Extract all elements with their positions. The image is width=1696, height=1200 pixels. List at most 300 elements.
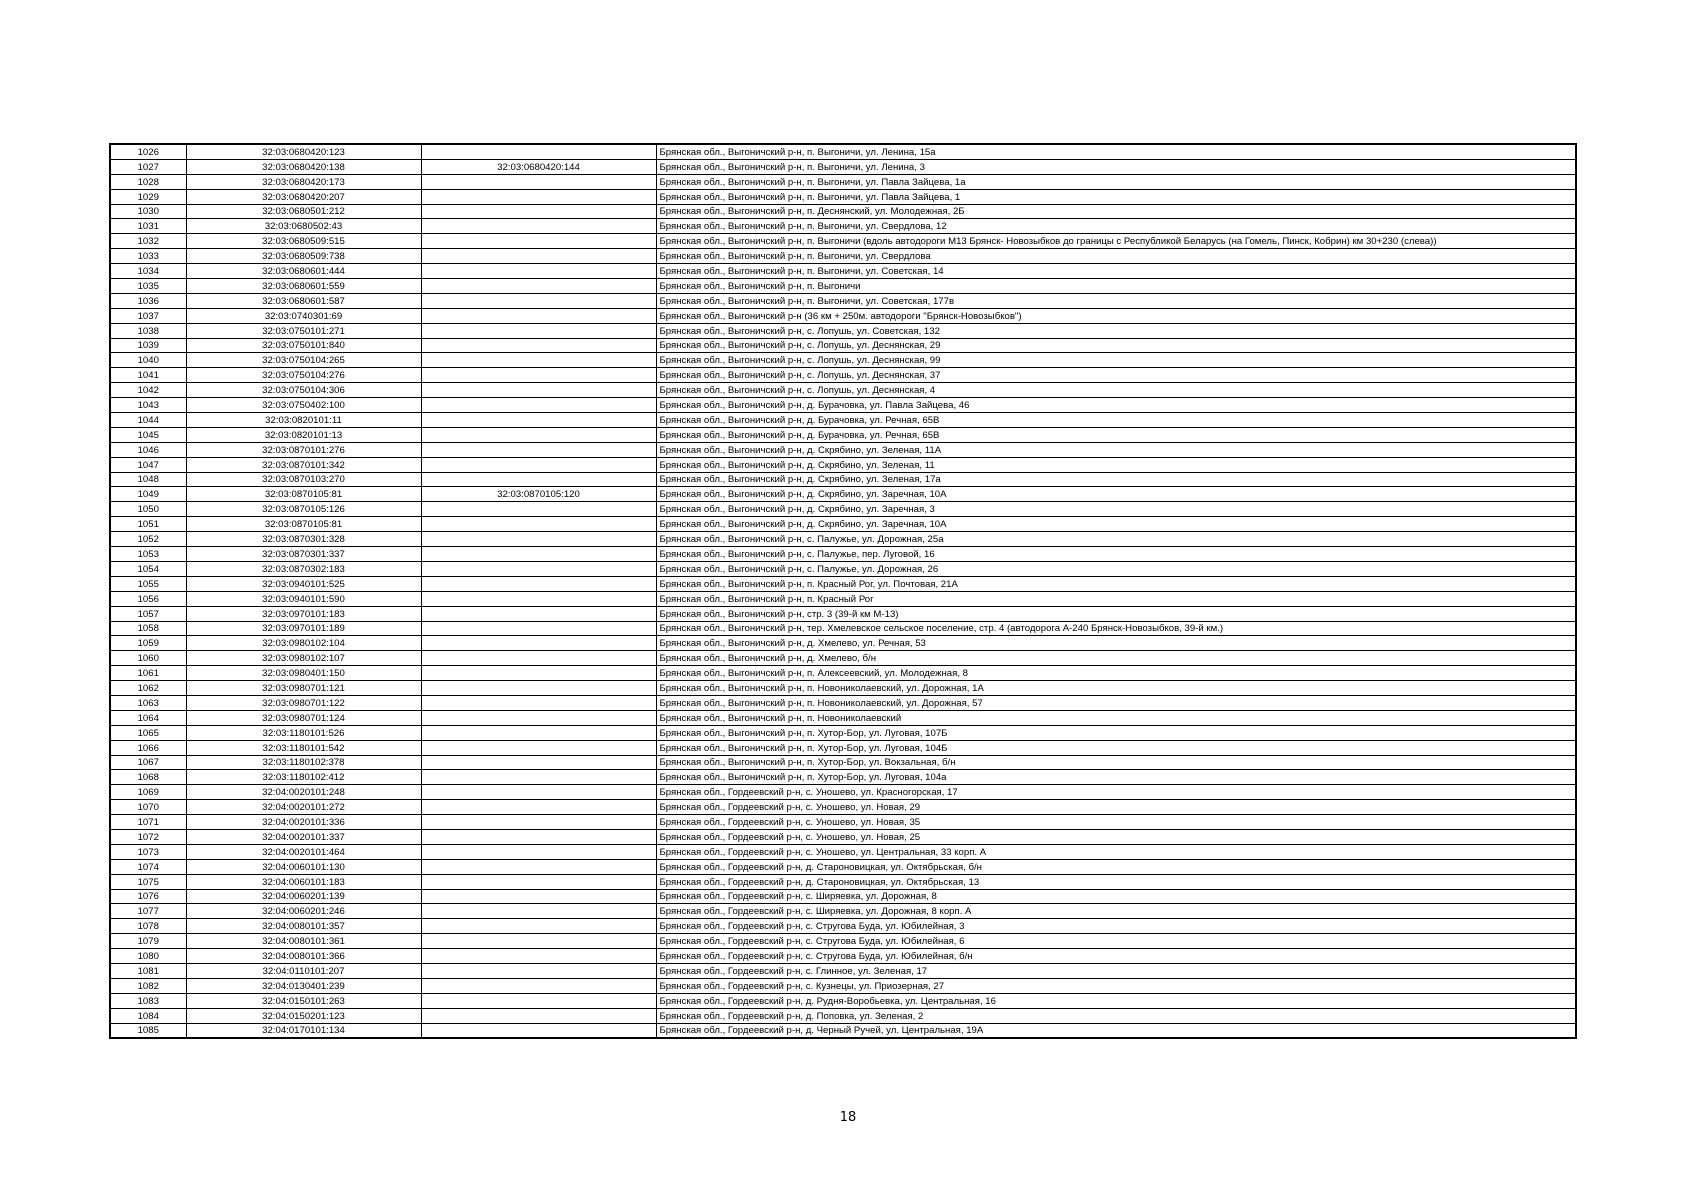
related-cadastral-number-cell <box>421 815 656 830</box>
table-row <box>110 889 1576 904</box>
table-row <box>110 338 1576 353</box>
related-cadastral-number-cell <box>421 606 656 621</box>
address-cell: Брянская обл., Выгоничский р-н, д. Бурачовка, ул. Павла Зайцева, 46 <box>656 398 1576 413</box>
related-cadastral-number-cell <box>421 249 656 264</box>
cadastral-number-cell: 32:03:0680420:138 <box>186 159 421 174</box>
cadastral-number-cell: 32:03:0740301:69 <box>186 308 421 323</box>
related-cadastral-number-cell <box>421 681 656 696</box>
table-row <box>110 457 1576 472</box>
registry-table <box>109 143 1577 1039</box>
related-cadastral-number-cell <box>421 189 656 204</box>
related-cadastral-number-cell <box>421 353 656 368</box>
related-cadastral-number-cell <box>421 204 656 219</box>
table-row <box>110 621 1576 636</box>
address-cell: Брянская обл., Выгоничский р-н, п. Деснянский, ул. Молодежная, 2Б <box>656 204 1576 219</box>
cadastral-number-cell: 32:03:0680601:444 <box>186 264 421 279</box>
table-row <box>110 323 1576 338</box>
related-cadastral-number-cell <box>421 666 656 681</box>
row-number-cell: 1058 <box>110 621 186 636</box>
address-cell: Брянская обл., Выгоничский р-н, п. Выгоничи, ул. Ленина, 3 <box>656 159 1576 174</box>
table-row <box>110 368 1576 383</box>
row-number-cell: 1081 <box>110 963 186 978</box>
table-row <box>110 219 1576 234</box>
table-row <box>110 308 1576 323</box>
address-cell: Брянская обл., Гордеевский р-н, д. Староновицкая, ул. Октябрьская, 13 <box>656 874 1576 889</box>
related-cadastral-number-cell <box>421 785 656 800</box>
cadastral-number-cell: 32:03:0680501:212 <box>186 204 421 219</box>
row-number-cell: 1073 <box>110 844 186 859</box>
cadastral-number-cell: 32:03:0750104:306 <box>186 383 421 398</box>
address-cell: Брянская обл., Гордеевский р-н, с. Уношево, ул. Красногорская, 17 <box>656 785 1576 800</box>
related-cadastral-number-cell <box>421 576 656 591</box>
row-number-cell: 1076 <box>110 889 186 904</box>
table-row <box>110 740 1576 755</box>
table-row <box>110 770 1576 785</box>
related-cadastral-number-cell <box>421 532 656 547</box>
row-number-cell: 1026 <box>110 144 186 159</box>
table-row <box>110 829 1576 844</box>
table-row <box>110 800 1576 815</box>
cadastral-number-cell: 32:03:0940101:525 <box>186 576 421 591</box>
table-row <box>110 532 1576 547</box>
table-row <box>110 279 1576 294</box>
row-number-cell: 1079 <box>110 934 186 949</box>
cadastral-number-cell: 32:04:0020101:336 <box>186 815 421 830</box>
row-number-cell: 1042 <box>110 383 186 398</box>
cadastral-number-cell: 32:03:0870301:328 <box>186 532 421 547</box>
cadastral-number-cell: 32:04:0150201:123 <box>186 1008 421 1023</box>
table-row <box>110 189 1576 204</box>
row-number-cell: 1061 <box>110 666 186 681</box>
related-cadastral-number-cell <box>421 829 656 844</box>
row-number-cell: 1077 <box>110 904 186 919</box>
address-cell: Брянская обл., Выгоничский р-н, п. Хутор-Бор, ул. Луговая, 107Б <box>656 725 1576 740</box>
address-cell: Брянская обл., Выгоничский р-н, стр. 3 (39-й км М-13) <box>656 606 1576 621</box>
related-cadastral-number-cell: 32:03:0680420:144 <box>421 159 656 174</box>
table-row <box>110 606 1576 621</box>
related-cadastral-number-cell <box>421 919 656 934</box>
cadastral-number-cell: 32:04:0060201:139 <box>186 889 421 904</box>
cadastral-number-cell: 32:03:0750402:100 <box>186 398 421 413</box>
cadastral-number-cell: 32:03:0980701:121 <box>186 681 421 696</box>
table-row <box>110 934 1576 949</box>
related-cadastral-number-cell: 32:03:0870105:120 <box>421 487 656 502</box>
table-row <box>110 815 1576 830</box>
address-cell: Брянская обл., Выгоничский р-н, д. Скрябино, ул. Заречная, 10А <box>656 517 1576 532</box>
address-cell: Брянская обл., Гордеевский р-н, с. Стругова Буда, ул. Юбилейная, б/н <box>656 949 1576 964</box>
row-number-cell: 1070 <box>110 800 186 815</box>
table-row <box>110 517 1576 532</box>
related-cadastral-number-cell <box>421 651 656 666</box>
cadastral-number-cell: 32:03:0750101:271 <box>186 323 421 338</box>
cadastral-number-cell: 32:03:1180101:542 <box>186 740 421 755</box>
row-number-cell: 1060 <box>110 651 186 666</box>
row-number-cell: 1068 <box>110 770 186 785</box>
row-number-cell: 1075 <box>110 874 186 889</box>
cadastral-number-cell: 32:04:0150101:263 <box>186 993 421 1008</box>
table-row <box>110 681 1576 696</box>
table-row <box>110 383 1576 398</box>
table-row <box>110 978 1576 993</box>
row-number-cell: 1074 <box>110 859 186 874</box>
row-number-cell: 1063 <box>110 695 186 710</box>
cadastral-number-cell: 32:03:0870105:126 <box>186 502 421 517</box>
row-number-cell: 1037 <box>110 308 186 323</box>
row-number-cell: 1039 <box>110 338 186 353</box>
cadastral-number-cell: 32:03:0870101:276 <box>186 442 421 457</box>
address-cell: Брянская обл., Гордеевский р-н, д. Рудня-Воробьевка, ул. Центральная, 16 <box>656 993 1576 1008</box>
cadastral-number-cell: 32:03:0980701:124 <box>186 710 421 725</box>
address-cell: Брянская обл., Выгоничский р-н, с. Палужье, пер. Луговой, 16 <box>656 547 1576 562</box>
related-cadastral-number-cell <box>421 740 656 755</box>
table-row <box>110 353 1576 368</box>
address-cell: Брянская обл., Гордеевский р-н, с. Ширяевка, ул. Дорожная, 8 <box>656 889 1576 904</box>
table-row <box>110 710 1576 725</box>
row-number-cell: 1048 <box>110 472 186 487</box>
address-cell: Брянская обл., Выгоничский р-н, п. Выгоничи, ул. Павла Зайцева, 1а <box>656 174 1576 189</box>
row-number-cell: 1032 <box>110 234 186 249</box>
cadastral-number-cell: 32:04:0080101:361 <box>186 934 421 949</box>
address-cell: Брянская обл., Выгоничский р-н, д. Скрябино, ул. Зеленая, 11 <box>656 457 1576 472</box>
row-number-cell: 1051 <box>110 517 186 532</box>
table-row <box>110 1023 1576 1038</box>
cadastral-number-cell: 32:04:0020101:337 <box>186 829 421 844</box>
row-number-cell: 1031 <box>110 219 186 234</box>
cadastral-number-cell: 32:03:0750104:265 <box>186 353 421 368</box>
related-cadastral-number-cell <box>421 695 656 710</box>
table-row <box>110 144 1576 159</box>
address-cell: Брянская обл., Выгоничский р-н, с. Палужье, ул. Дорожная, 26 <box>656 561 1576 576</box>
table-row <box>110 695 1576 710</box>
row-number-cell: 1062 <box>110 681 186 696</box>
table-row <box>110 919 1576 934</box>
address-cell: Брянская обл., Выгоничский р-н, д. Скрябино, ул. Заречная, 10А <box>656 487 1576 502</box>
related-cadastral-number-cell <box>421 174 656 189</box>
row-number-cell: 1044 <box>110 413 186 428</box>
related-cadastral-number-cell <box>421 725 656 740</box>
cadastral-number-cell: 32:03:0680509:515 <box>186 234 421 249</box>
row-number-cell: 1046 <box>110 442 186 457</box>
cadastral-number-cell: 32:03:0870103:270 <box>186 472 421 487</box>
address-cell: Брянская обл., Выгоничский р-н, п. Выгоничи, ул. Свердлова, 12 <box>656 219 1576 234</box>
address-cell: Брянская обл., Выгоничский р-н, п. Хутор-Бор, ул. Луговая, 104Б <box>656 740 1576 755</box>
related-cadastral-number-cell <box>421 368 656 383</box>
table-row <box>110 293 1576 308</box>
row-number-cell: 1038 <box>110 323 186 338</box>
cadastral-number-cell: 32:03:0680601:559 <box>186 279 421 294</box>
table-row <box>110 844 1576 859</box>
address-cell: Брянская обл., Выгоничский р-н, тер. Хмелевское сельское поселение, стр. 4 (автодорога А-240 Брянск-Новозыбков, 39-й км.) <box>656 621 1576 636</box>
address-cell: Брянская обл., Выгоничский р-н, с. Лопушь, ул. Деснянская, 37 <box>656 368 1576 383</box>
related-cadastral-number-cell <box>421 889 656 904</box>
address-cell: Брянская обл., Выгоничский р-н, п. Выгоничи <box>656 279 1576 294</box>
table-row <box>110 651 1576 666</box>
cadastral-number-cell: 32:03:0820101:11 <box>186 413 421 428</box>
address-cell: Брянская обл., Выгоничский р-н, п. Новониколаевский <box>656 710 1576 725</box>
table-row <box>110 636 1576 651</box>
address-cell: Брянская обл., Выгоничский р-н, д. Скрябино, ул. Зеленая, 17а <box>656 472 1576 487</box>
address-cell: Брянская обл., Гордеевский р-н, с. Уношево, ул. Новая, 35 <box>656 815 1576 830</box>
table-row <box>110 502 1576 517</box>
address-cell: Брянская обл., Выгоничский р-н, д. Скрябино, ул. Зеленая, 11А <box>656 442 1576 457</box>
row-number-cell: 1059 <box>110 636 186 651</box>
cadastral-number-cell: 32:03:0870101:342 <box>186 457 421 472</box>
address-cell: Брянская обл., Выгоничский р-н, д. Хмелево, б/н <box>656 651 1576 666</box>
related-cadastral-number-cell <box>421 874 656 889</box>
cadastral-number-cell: 32:03:0870105:81 <box>186 517 421 532</box>
row-number-cell: 1064 <box>110 710 186 725</box>
address-cell: Брянская обл., Гордеевский р-н, с. Глинное, ул. Зеленая, 17 <box>656 963 1576 978</box>
address-cell: Брянская обл., Выгоничский р-н, с. Лопушь, ул. Деснянская, 29 <box>656 338 1576 353</box>
cadastral-number-cell: 32:03:0980401:150 <box>186 666 421 681</box>
related-cadastral-number-cell <box>421 1023 656 1038</box>
row-number-cell: 1055 <box>110 576 186 591</box>
row-number-cell: 1072 <box>110 829 186 844</box>
related-cadastral-number-cell <box>421 710 656 725</box>
row-number-cell: 1047 <box>110 457 186 472</box>
cadastral-number-cell: 32:03:0680420:123 <box>186 144 421 159</box>
address-cell: Брянская обл., Гордеевский р-н, с. Кузнецы, ул. Приозерная, 27 <box>656 978 1576 993</box>
related-cadastral-number-cell <box>421 427 656 442</box>
table-row <box>110 234 1576 249</box>
cadastral-number-cell: 32:03:0820101:13 <box>186 427 421 442</box>
address-cell: Брянская обл., Гордеевский р-н, с. Ширяевка, ул. Дорожная, 8 корп. А <box>656 904 1576 919</box>
address-cell: Брянская обл., Выгоничский р-н, п. Выгоничи, ул. Свердлова <box>656 249 1576 264</box>
table-row <box>110 547 1576 562</box>
related-cadastral-number-cell <box>421 591 656 606</box>
row-number-cell: 1036 <box>110 293 186 308</box>
related-cadastral-number-cell <box>421 502 656 517</box>
related-cadastral-number-cell <box>421 934 656 949</box>
address-cell: Брянская обл., Выгоничский р-н, д. Бурачовка, ул. Речная, 65В <box>656 413 1576 428</box>
related-cadastral-number-cell <box>421 234 656 249</box>
row-number-cell: 1078 <box>110 919 186 934</box>
row-number-cell: 1033 <box>110 249 186 264</box>
address-cell: Брянская обл., Выгоничский р-н, п. Выгоничи, ул. Советская, 14 <box>656 264 1576 279</box>
address-cell: Брянская обл., Выгоничский р-н, д. Бурачовка, ул. Речная, 65В <box>656 427 1576 442</box>
related-cadastral-number-cell <box>421 279 656 294</box>
address-cell: Брянская обл., Выгоничский р-н, п. Выгоничи, ул. Советская, 177в <box>656 293 1576 308</box>
address-cell: Брянская обл., Выгоничский р-н, д. Скрябино, ул. Заречная, 3 <box>656 502 1576 517</box>
address-cell: Брянская обл., Выгоничский р-н, п. Выгоничи (вдоль автодороги М13 Брянск- Новозыбков до границы с Республикой Беларусь (на Гомель, Пинск, Кобрин) км 30+230 (слева)) <box>656 234 1576 249</box>
row-number-cell: 1049 <box>110 487 186 502</box>
table-row <box>110 442 1576 457</box>
row-number-cell: 1052 <box>110 532 186 547</box>
cadastral-number-cell: 32:03:0680509:738 <box>186 249 421 264</box>
address-cell: Брянская обл., Выгоничский р-н, п. Выгоничи, ул. Ленина, 15а <box>656 144 1576 159</box>
row-number-cell: 1083 <box>110 993 186 1008</box>
related-cadastral-number-cell <box>421 472 656 487</box>
row-number-cell: 1066 <box>110 740 186 755</box>
row-number-cell: 1029 <box>110 189 186 204</box>
cadastral-number-cell: 32:03:0870301:337 <box>186 547 421 562</box>
related-cadastral-number-cell <box>421 844 656 859</box>
cadastral-number-cell: 32:04:0020101:272 <box>186 800 421 815</box>
cadastral-number-cell: 32:03:1180102:378 <box>186 755 421 770</box>
address-cell: Брянская обл., Выгоничский р-н, с. Лопушь, ул. Деснянская, 99 <box>656 353 1576 368</box>
table-row <box>110 963 1576 978</box>
address-cell: Брянская обл., Выгоничский р-н, п. Алексеевский, ул. Молодежная, 8 <box>656 666 1576 681</box>
related-cadastral-number-cell <box>421 621 656 636</box>
table-row <box>110 949 1576 964</box>
table-row <box>110 413 1576 428</box>
address-cell: Брянская обл., Гордеевский р-н, с. Уношево, ул. Центральная, 33 корп. А <box>656 844 1576 859</box>
related-cadastral-number-cell <box>421 413 656 428</box>
cadastral-number-cell: 32:03:0940101:590 <box>186 591 421 606</box>
cadastral-number-cell: 32:03:0980102:104 <box>186 636 421 651</box>
table-row <box>110 591 1576 606</box>
table-row <box>110 666 1576 681</box>
table-row <box>110 561 1576 576</box>
address-cell: Брянская обл., Выгоничский р-н, п. Красный Рог, ул. Почтовая, 21А <box>656 576 1576 591</box>
table-row <box>110 874 1576 889</box>
table-row <box>110 576 1576 591</box>
related-cadastral-number-cell <box>421 963 656 978</box>
table-row <box>110 1008 1576 1023</box>
row-number-cell: 1054 <box>110 561 186 576</box>
related-cadastral-number-cell <box>421 398 656 413</box>
row-number-cell: 1050 <box>110 502 186 517</box>
cadastral-number-cell: 32:04:0080101:357 <box>186 919 421 934</box>
address-cell: Брянская обл., Выгоничский р-н (36 км + 250м. автодороги "Брянск-Новозыбков") <box>656 308 1576 323</box>
cadastral-number-cell: 32:04:0130401:239 <box>186 978 421 993</box>
related-cadastral-number-cell <box>421 219 656 234</box>
address-cell: Брянская обл., Гордеевский р-н, с. Стругова Буда, ул. Юбилейная, 6 <box>656 934 1576 949</box>
cadastral-number-cell: 32:04:0020101:464 <box>186 844 421 859</box>
related-cadastral-number-cell <box>421 800 656 815</box>
table-row <box>110 472 1576 487</box>
related-cadastral-number-cell <box>421 561 656 576</box>
related-cadastral-number-cell <box>421 144 656 159</box>
table-row <box>110 859 1576 874</box>
address-cell: Брянская обл., Выгоничский р-н, п. Красный Рог <box>656 591 1576 606</box>
row-number-cell: 1053 <box>110 547 186 562</box>
address-cell: Брянская обл., Выгоничский р-н, с. Лопушь, ул. Деснянская, 4 <box>656 383 1576 398</box>
cadastral-number-cell: 32:03:0970101:183 <box>186 606 421 621</box>
cadastral-number-cell: 32:03:0870302:183 <box>186 561 421 576</box>
related-cadastral-number-cell <box>421 859 656 874</box>
cadastral-number-cell: 32:04:0080101:366 <box>186 949 421 964</box>
cadastral-number-cell: 32:03:0680420:173 <box>186 174 421 189</box>
table-row <box>110 204 1576 219</box>
row-number-cell: 1071 <box>110 815 186 830</box>
row-number-cell: 1034 <box>110 264 186 279</box>
related-cadastral-number-cell <box>421 770 656 785</box>
cadastral-number-cell: 32:03:0750101:840 <box>186 338 421 353</box>
cadastral-number-cell: 32:03:0980701:122 <box>186 695 421 710</box>
address-cell: Брянская обл., Выгоничский р-н, д. Хмелево, ул. Речная, 53 <box>656 636 1576 651</box>
cadastral-number-cell: 32:03:0680601:587 <box>186 293 421 308</box>
cadastral-number-cell: 32:04:0060101:130 <box>186 859 421 874</box>
related-cadastral-number-cell <box>421 457 656 472</box>
row-number-cell: 1067 <box>110 755 186 770</box>
address-cell: Брянская обл., Выгоничский р-н, п. Хутор-Бор, ул. Луговая, 104а <box>656 770 1576 785</box>
cadastral-number-cell: 32:04:0020101:248 <box>186 785 421 800</box>
related-cadastral-number-cell <box>421 383 656 398</box>
table-row <box>110 725 1576 740</box>
related-cadastral-number-cell <box>421 949 656 964</box>
row-number-cell: 1043 <box>110 398 186 413</box>
cadastral-number-cell: 32:03:1180101:526 <box>186 725 421 740</box>
address-cell: Брянская обл., Гордеевский р-н, с. Уношево, ул. Новая, 25 <box>656 829 1576 844</box>
cadastral-number-cell: 32:04:0060201:246 <box>186 904 421 919</box>
related-cadastral-number-cell <box>421 293 656 308</box>
cadastral-number-cell: 32:03:0970101:189 <box>186 621 421 636</box>
address-cell: Брянская обл., Гордеевский р-н, д. Черный Ручей, ул. Центральная, 19А <box>656 1023 1576 1038</box>
row-number-cell: 1065 <box>110 725 186 740</box>
related-cadastral-number-cell <box>421 636 656 651</box>
row-number-cell: 1084 <box>110 1008 186 1023</box>
related-cadastral-number-cell <box>421 978 656 993</box>
related-cadastral-number-cell <box>421 442 656 457</box>
table-row <box>110 785 1576 800</box>
table-row <box>110 264 1576 279</box>
related-cadastral-number-cell <box>421 1008 656 1023</box>
address-cell: Брянская обл., Гордеевский р-н, с. Уношево, ул. Новая, 29 <box>656 800 1576 815</box>
row-number-cell: 1040 <box>110 353 186 368</box>
cadastral-number-cell: 32:03:0750104:276 <box>186 368 421 383</box>
table-row <box>110 427 1576 442</box>
cadastral-number-cell: 32:04:0110101:207 <box>186 963 421 978</box>
related-cadastral-number-cell <box>421 755 656 770</box>
table-row <box>110 993 1576 1008</box>
cadastral-number-cell: 32:03:1180102:412 <box>186 770 421 785</box>
cadastral-number-cell: 32:03:0980102:107 <box>186 651 421 666</box>
address-cell: Брянская обл., Выгоничский р-н, п. Новониколаевский, ул. Дорожная, 1А <box>656 681 1576 696</box>
address-cell: Брянская обл., Выгоничский р-н, п. Выгоничи, ул. Павла Зайцева, 1 <box>656 189 1576 204</box>
address-cell: Брянская обл., Гордеевский р-н, д. Староновицкая, ул. Октябрьская, б/н <box>656 859 1576 874</box>
related-cadastral-number-cell <box>421 904 656 919</box>
row-number-cell: 1080 <box>110 949 186 964</box>
table-row <box>110 755 1576 770</box>
row-number-cell: 1035 <box>110 279 186 294</box>
address-cell: Брянская обл., Выгоничский р-н, с. Палужье, ул. Дорожная, 25а <box>656 532 1576 547</box>
related-cadastral-number-cell <box>421 547 656 562</box>
row-number-cell: 1027 <box>110 159 186 174</box>
row-number-cell: 1030 <box>110 204 186 219</box>
related-cadastral-number-cell <box>421 308 656 323</box>
related-cadastral-number-cell <box>421 517 656 532</box>
cadastral-number-cell: 32:03:0680420:207 <box>186 189 421 204</box>
related-cadastral-number-cell <box>421 993 656 1008</box>
address-cell: Брянская обл., Гордеевский р-н, д. Поповка, ул. Зеленая, 2 <box>656 1008 1576 1023</box>
row-number-cell: 1085 <box>110 1023 186 1038</box>
row-number-cell: 1069 <box>110 785 186 800</box>
table-row <box>110 159 1576 174</box>
cadastral-number-cell: 32:04:0170101:134 <box>186 1023 421 1038</box>
table-row <box>110 174 1576 189</box>
table-row <box>110 249 1576 264</box>
row-number-cell: 1082 <box>110 978 186 993</box>
cadastral-number-cell: 32:03:0870105:81 <box>186 487 421 502</box>
row-number-cell: 1045 <box>110 427 186 442</box>
cadastral-number-cell: 32:03:0680502:43 <box>186 219 421 234</box>
table-row <box>110 398 1576 413</box>
related-cadastral-number-cell <box>421 338 656 353</box>
registry-body <box>110 144 1576 1038</box>
cadastral-number-cell: 32:04:0060101:183 <box>186 874 421 889</box>
address-cell: Брянская обл., Выгоничский р-н, п. Новониколаевский, ул. Дорожная, 57 <box>656 695 1576 710</box>
address-cell: Брянская обл., Гордеевский р-н, с. Стругова Буда, ул. Юбилейная, 3 <box>656 919 1576 934</box>
table-row <box>110 904 1576 919</box>
related-cadastral-number-cell <box>421 264 656 279</box>
row-number-cell: 1028 <box>110 174 186 189</box>
row-number-cell: 1057 <box>110 606 186 621</box>
address-cell: Брянская обл., Выгоничский р-н, с. Лопушь, ул. Советская, 132 <box>656 323 1576 338</box>
row-number-cell: 1056 <box>110 591 186 606</box>
page-number: 18 <box>839 1110 857 1125</box>
table-row <box>110 487 1576 502</box>
